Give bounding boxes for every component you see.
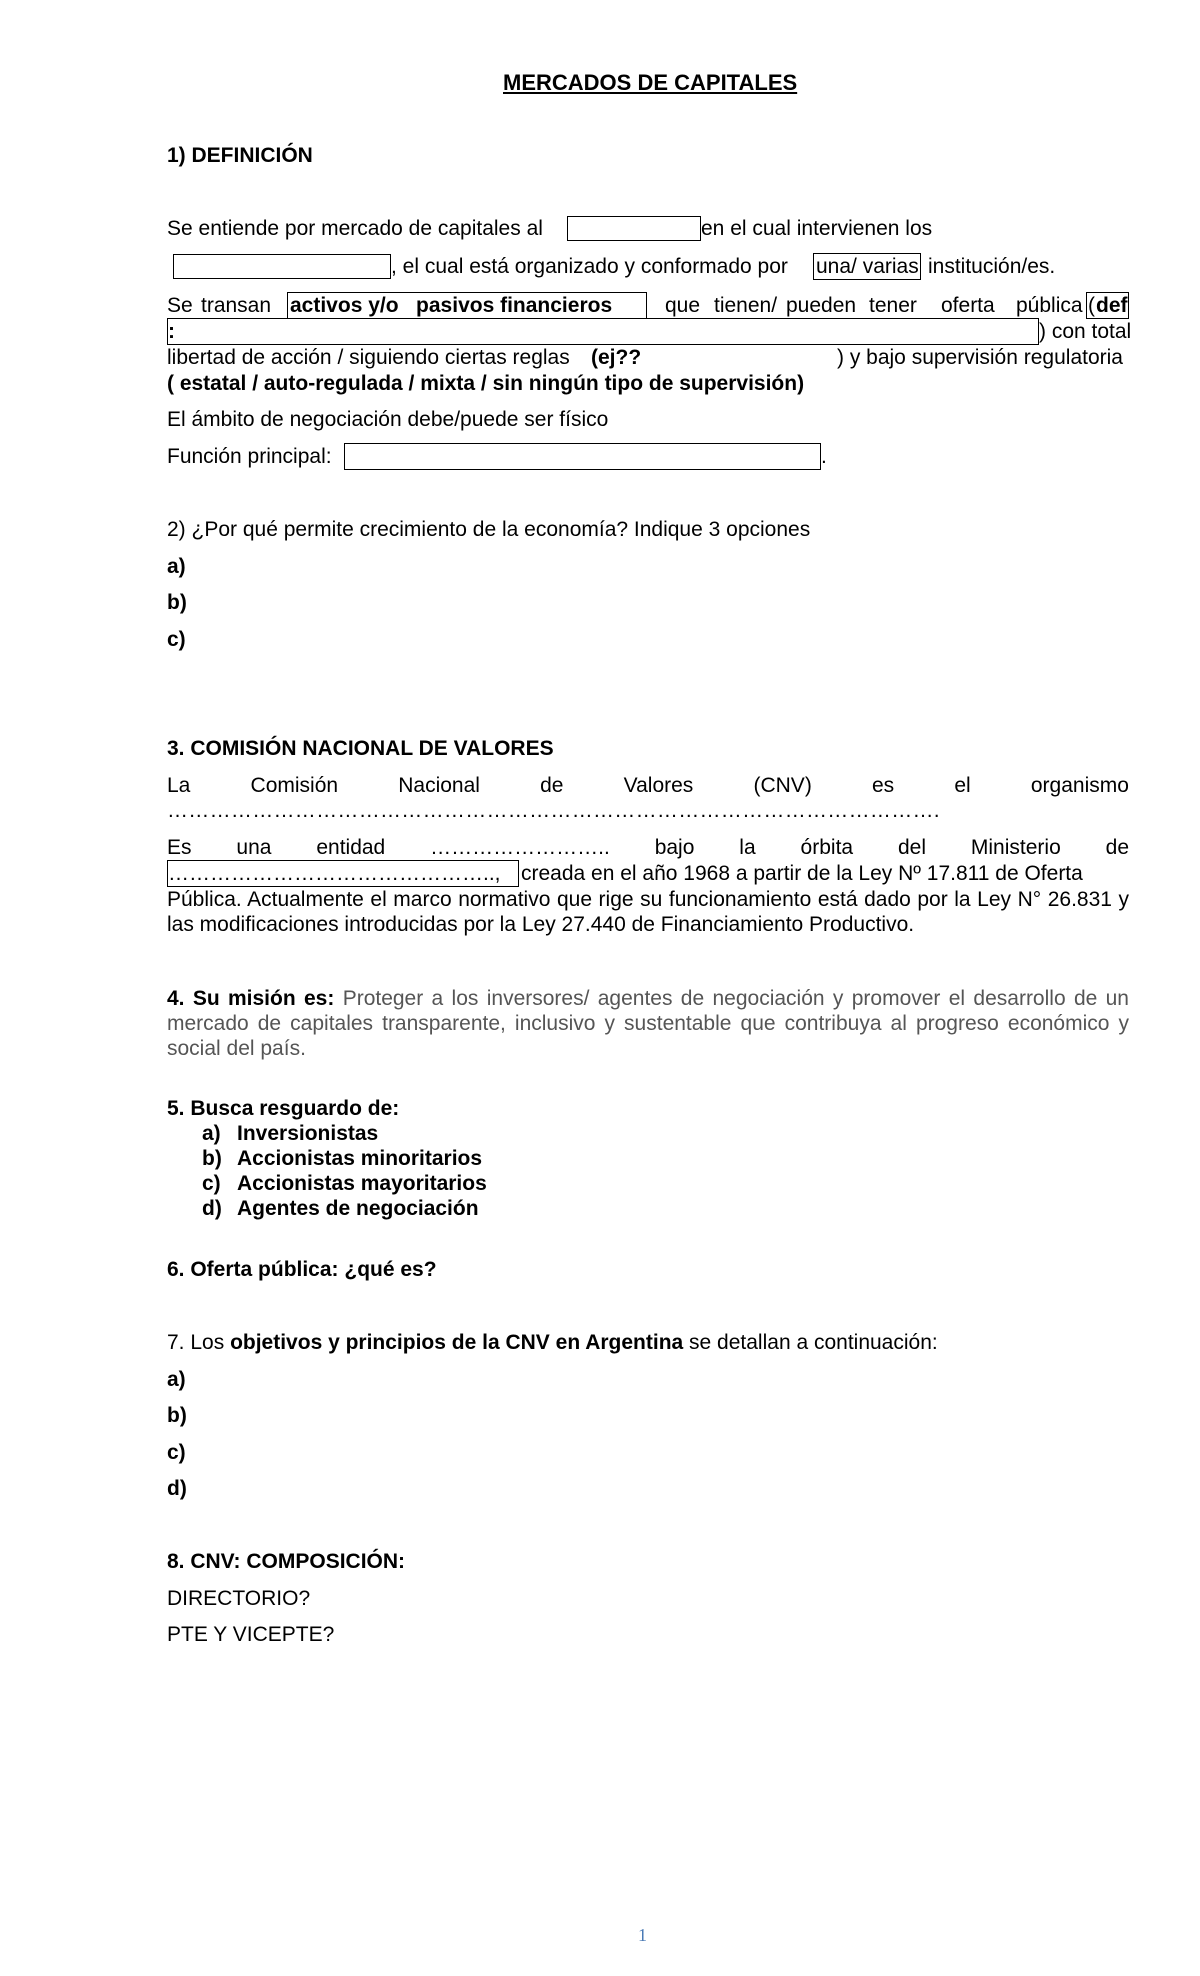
s3-line1-word: (CNV) — [753, 774, 812, 797]
s5-item-text: Accionistas minoritarios — [237, 1147, 483, 1170]
s1-line3-word-7: oferta — [941, 294, 995, 317]
s3-line3-word: …………………….. — [430, 836, 610, 859]
s3-line3-word: de — [1105, 836, 1129, 859]
s1-line3-word-3: que — [665, 294, 701, 317]
s4-label: 4. Su misión es: — [167, 987, 335, 1010]
section-8-heading: 8. CNV: COMPOSICIÓN: — [167, 1550, 406, 1573]
section-3-heading: 3. COMISIÓN NACIONAL DE VALORES — [167, 737, 554, 760]
s1-line5-ej: (ej?? — [591, 346, 642, 369]
s5-item-text: Inversionistas — [237, 1122, 379, 1145]
s3-line3 — [167, 835, 1129, 861]
s5-list-item — [202, 1121, 378, 1146]
s1-line8-label: Función principal: — [167, 445, 332, 468]
section-6-heading: 6. Oferta pública: ¿qué es? — [167, 1258, 437, 1281]
s5-list-item — [202, 1146, 482, 1171]
s1-line2-text-b: institución/es. — [928, 255, 1056, 278]
s5-item-label: c) — [202, 1172, 221, 1195]
s1-line3-word-6: tener — [869, 294, 917, 317]
page-number: 1 — [638, 1925, 647, 1945]
section-1-heading: 1) DEFINICIÓN — [167, 144, 313, 167]
s7-bold: objetivos y principios de la CNV en Argentina — [230, 1331, 684, 1354]
s5-list-item — [202, 1196, 479, 1221]
s1-line3-word-4: tienen/ — [714, 294, 778, 317]
s8-question-2: PTE Y VICEPTE? — [167, 1623, 335, 1646]
s1-line3-word-5: pueden — [786, 294, 857, 317]
document-title: MERCADOS DE CAPITALES — [503, 70, 798, 95]
s1-line7: El ámbito de negociación debe/puede ser físico — [167, 408, 609, 431]
s1-line4-colon: : — [168, 320, 175, 343]
s3-line1-word: Nacional — [398, 774, 480, 797]
section-7-intro — [167, 1330, 938, 1356]
s2-option-b: b) — [167, 591, 187, 614]
section-5-heading: 5. Busca resguardo de: — [167, 1097, 400, 1120]
s1-line5-text-a: libertad de acción / siguiendo ciertas reglas — [167, 346, 570, 369]
s1-line5-text-b: ) y bajo supervisión regulatoria — [837, 346, 1123, 369]
s1-line3-word-2: transan — [201, 294, 272, 317]
s7-option-a: a) — [167, 1368, 186, 1391]
s3-line3-word: la — [739, 836, 756, 859]
s3-line1-word: es — [871, 774, 895, 797]
s1-line3-def: def — [1096, 294, 1128, 317]
s7-option-c: c) — [167, 1441, 186, 1464]
s3-line4-dots: ……………………………………….., — [168, 862, 501, 885]
s3-line3-word: una — [236, 836, 272, 859]
s3-line3-word: bajo — [654, 836, 695, 859]
s3-line1-word: de — [540, 774, 564, 797]
blank-box-market-type — [567, 216, 701, 241]
s5-list-item — [202, 1171, 487, 1196]
s5-item-text: Agentes de negociación — [237, 1197, 479, 1220]
section-2-question: 2) ¿Por qué permite crecimiento de la economía? Indique 3 opciones — [167, 518, 811, 541]
s1-line3-word-8: pública — [1016, 294, 1083, 317]
s5-item-label: a) — [202, 1122, 221, 1145]
s4-text: Proteger a los inversores/ agentes de negociación y promover el desarrollo de un mercado de capitales transparente, inclusivo y sustentable que contribuya al progreso económico y social del país. — [167, 987, 1129, 1060]
s1-line3-paren: ( — [1088, 294, 1095, 317]
blank-box-definition — [167, 318, 1039, 345]
s2-option-a: a) — [167, 555, 186, 578]
s5-item-label: d) — [202, 1197, 222, 1220]
s3-line3-word: Es — [167, 836, 192, 859]
s1-line3-word-1: Se — [167, 294, 193, 317]
s3-line2-dots: ………………………………………………………………………………………………. — [167, 799, 940, 822]
s3-line1-word: el — [954, 774, 971, 797]
s5-item-label: b) — [202, 1147, 222, 1170]
s1-line1-text-a: Se entiende por mercado de capitales al — [167, 217, 543, 240]
s7-prefix: 7. Los — [167, 1331, 225, 1354]
s1-line6-supervision-types: ( estatal / auto-regulada / mixta / sin ningún tipo de supervisión) — [167, 372, 805, 395]
s3-line1 — [167, 773, 1129, 799]
s3-line1-word: organismo — [1030, 774, 1129, 797]
s7-option-b: b) — [167, 1404, 187, 1427]
s7-option-d: d) — [167, 1477, 187, 1500]
s3-line4-rest: creada en el año 1968 a partir de la Ley Nº 17.811 de Oferta — [521, 862, 1083, 885]
s8-question-1: DIRECTORIO? — [167, 1587, 311, 1610]
s1-line4-end: ) con total — [1039, 320, 1132, 343]
s1-line1-text-b: en el cual intervienen los — [701, 217, 933, 240]
s1-line3-box-text: activos y/o pasivos financieros — [290, 294, 613, 317]
s3-line3-word: del — [897, 836, 926, 859]
s3-line1-word: Valores — [623, 774, 694, 797]
s1-line8-period: . — [821, 445, 827, 468]
s3-line3-word: entidad — [316, 836, 386, 859]
s1-line2-text-a: , el cual está organizado y conformado por — [391, 255, 788, 278]
s1-line2-box-text: una/ varias — [816, 255, 919, 278]
s7-suffix: se detallan a continuación: — [689, 1331, 938, 1354]
s4-mission — [167, 986, 1129, 1061]
s3-line3-word: órbita — [800, 836, 854, 859]
s3-line1-word: Comisión — [250, 774, 339, 797]
s3-line3-word: Ministerio — [970, 836, 1061, 859]
s3-regulatory-framework: Pública. Actualmente el marco normativo que rige su funcionamiento está dado por la Ley N° 26.831 y las modificaciones introducidas por la Ley 27.440 de Financiamiento Productivo. — [167, 888, 1129, 936]
s5-item-text: Accionistas mayoritarios — [237, 1172, 487, 1195]
blank-box-participants — [173, 254, 391, 279]
s3-line1-word: La — [167, 774, 191, 797]
blank-box-main-function — [344, 443, 821, 470]
s2-option-c: c) — [167, 628, 186, 651]
